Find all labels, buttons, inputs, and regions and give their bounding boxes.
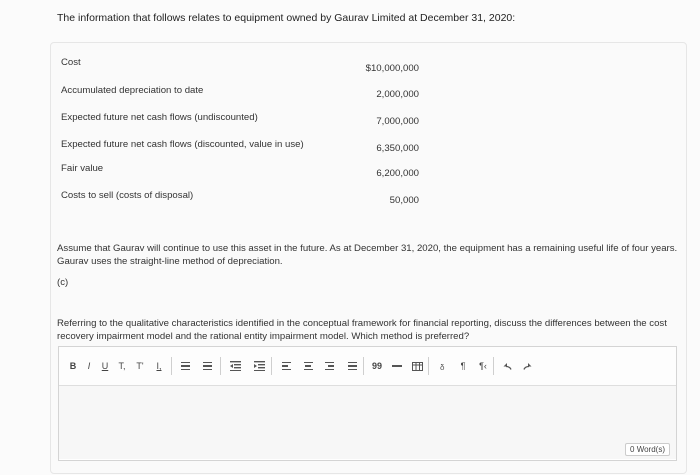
table-row-value: $10,000,000 — [365, 63, 419, 74]
toolbar-divider — [171, 357, 172, 375]
indent-icon[interactable] — [253, 360, 265, 372]
part-label: (c) — [57, 277, 69, 288]
clear-format-button[interactable]: I, — [156, 361, 162, 371]
paragraph-rtl-button[interactable]: ¶‹ — [479, 361, 487, 371]
table-icon[interactable] — [411, 360, 423, 372]
align-center-icon[interactable] — [302, 360, 314, 372]
horizontal-rule-icon[interactable] — [391, 360, 403, 372]
table-row-value: 6,350,000 — [376, 143, 419, 154]
toolbar-divider — [493, 357, 494, 375]
italic-button[interactable]: I — [87, 361, 91, 371]
bold-button[interactable]: B — [69, 361, 77, 371]
align-justify-icon[interactable] — [346, 360, 358, 372]
superscript-button[interactable]: T' — [136, 361, 144, 371]
special-character-icon[interactable] — [437, 360, 449, 372]
table-row-label: Accumulated depreciation to date — [61, 85, 204, 96]
underline-button[interactable]: U — [101, 361, 109, 371]
table-row-label: Expected future net cash flows (discounted, value in use) — [61, 139, 304, 150]
redo-icon[interactable] — [521, 360, 533, 372]
word-count: 0 Word(s) — [625, 443, 670, 456]
toolbar-divider — [428, 357, 429, 375]
question-text: Referring to the qualitative characteristics identified in the conceptual framework for financial reporting, discuss the differences between the cost recovery impairment model and the rational entity impairment model. Which method is preferred? — [57, 318, 667, 342]
svg-text:δ: δ — [440, 362, 445, 371]
outdent-icon[interactable] — [229, 360, 241, 372]
editor-toolbar — [59, 347, 676, 386]
table-row-value: 50,000 — [389, 195, 419, 206]
answer-editor — [58, 346, 677, 461]
table-row-label: Cost — [61, 57, 81, 68]
answer-textarea[interactable] — [59, 386, 676, 459]
subscript-button[interactable]: T, — [118, 361, 126, 371]
toolbar-divider — [271, 357, 272, 375]
numbered-list-icon[interactable] — [201, 360, 213, 372]
bullet-list-icon[interactable] — [179, 360, 191, 372]
table-row-label: Costs to sell (costs of disposal) — [61, 190, 194, 201]
blockquote-button[interactable]: 99 — [371, 361, 382, 371]
undo-icon[interactable] — [501, 360, 513, 372]
toolbar-divider — [363, 357, 364, 375]
table-row-value: 6,200,000 — [376, 168, 419, 179]
assumption-text: Assume that Gaurav will continue to use this asset in the future. As at December 31, 2020, the equipment has a remaining useful life of four years. Gaurav uses the straight-line method of depreciation. — [57, 243, 678, 267]
intro-text: The information that follows relates to equipment owned by Gaurav Limited at December 31, 2020: — [57, 12, 516, 24]
table-row-value: 7,000,000 — [376, 116, 419, 127]
table-row-label: Expected future net cash flows (undiscounted) — [61, 112, 258, 123]
align-right-icon[interactable] — [323, 360, 335, 372]
table-row-value: 2,000,000 — [376, 89, 419, 100]
align-left-icon[interactable] — [280, 360, 292, 372]
toolbar-divider — [220, 357, 221, 375]
table-row-label: Fair value — [61, 163, 104, 174]
paragraph-ltr-button[interactable]: ¶ — [460, 361, 466, 371]
